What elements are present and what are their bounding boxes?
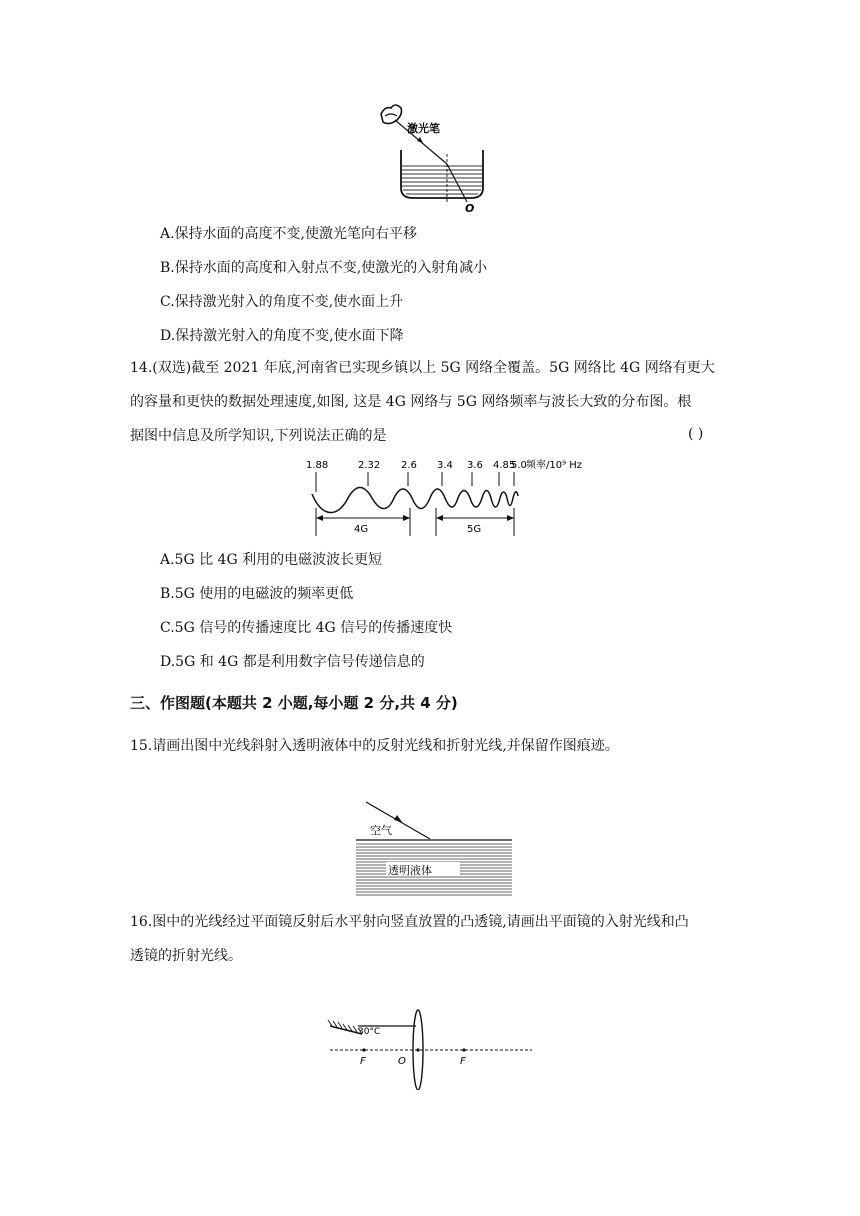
tick-label: 3.6 — [467, 460, 483, 471]
q13-option-b: B.保持水面的高度和入射点不变,使激光的入射角减小 — [160, 260, 488, 276]
tick-label: 5.0 — [511, 460, 527, 471]
q13-option-c: C.保持激光射入的角度不变,使水面上升 — [160, 294, 404, 310]
q14-line-3: 据图中信息及所学知识,下列说法正确的是 — [130, 428, 387, 444]
band-4g-label: 4G — [354, 524, 369, 535]
optical-center-label: O — [398, 1056, 406, 1067]
axis-label: 频率/10⁹ Hz — [526, 460, 583, 471]
wave — [312, 488, 518, 513]
laser-container-figure — [375, 98, 495, 218]
liquid-label: 透明液体 — [388, 864, 432, 877]
pen-label: 激光笔 — [407, 122, 440, 135]
frequency-diagram — [300, 456, 590, 546]
q13-option-a: A.保持水面的高度不变,使激光笔向右平移 — [160, 226, 418, 242]
q14-line-1: 14.(双选)截至 2021 年底,河南省已实现乡镇以上 5G 网络全覆盖。5G 网络比 4G 网络有更大 — [130, 360, 715, 376]
section-3-title: 三、作图题(本题共 2 小题,每小题 2 分,共 4 分) — [130, 694, 458, 712]
q14-option-d: D.5G 和 4G 都是利用数字信号传递信息的 — [160, 654, 425, 670]
q16-line-2: 透镜的折射光线。 — [130, 948, 242, 964]
tick-label: 1.88 — [306, 460, 329, 471]
tick-label: 2.32 — [358, 460, 381, 471]
band-5g-label: 5G — [467, 524, 482, 535]
focus-left-label: F — [360, 1056, 366, 1067]
q16-line-1: 16.图中的光线经过平面镜反射后水平射向竖直放置的凸透镜,请画出平面镜的入射光线和凸 — [130, 914, 689, 930]
q13-option-d: D.保持激光射入的角度不变,使水面下降 — [160, 328, 404, 344]
q14-line-2: 的容量和更快的数据处理速度,如图, 这是 4G 网络与 5G 网络频率与波长大致的分布图。根 — [130, 394, 692, 410]
angle-label: 30°C — [358, 1027, 381, 1037]
q14-option-b: B.5G 使用的电磁波的频率更低 — [160, 586, 354, 602]
tick-label: 2.6 — [401, 460, 417, 471]
q14-option-c: C.5G 信号的传播速度比 4G 信号的传播速度快 — [160, 620, 453, 636]
air-label: 空气 — [370, 824, 392, 837]
point-o-label: O — [465, 202, 475, 215]
liquid-figure — [354, 796, 514, 896]
focus-right-label: F — [460, 1056, 466, 1067]
q14-answer-paren: ( ) — [688, 426, 704, 442]
tick-label: 4.85 — [493, 460, 516, 471]
water — [402, 166, 482, 194]
tick-label: 3.4 — [437, 460, 453, 471]
q14-option-a: A.5G 比 4G 利用的电磁波波长更短 — [160, 552, 383, 568]
q15-text: 15.请画出图中光线斜射入透明液体中的反射光线和折射光线,并保留作图痕迹。 — [130, 738, 619, 754]
lens-figure — [326, 1000, 536, 1090]
